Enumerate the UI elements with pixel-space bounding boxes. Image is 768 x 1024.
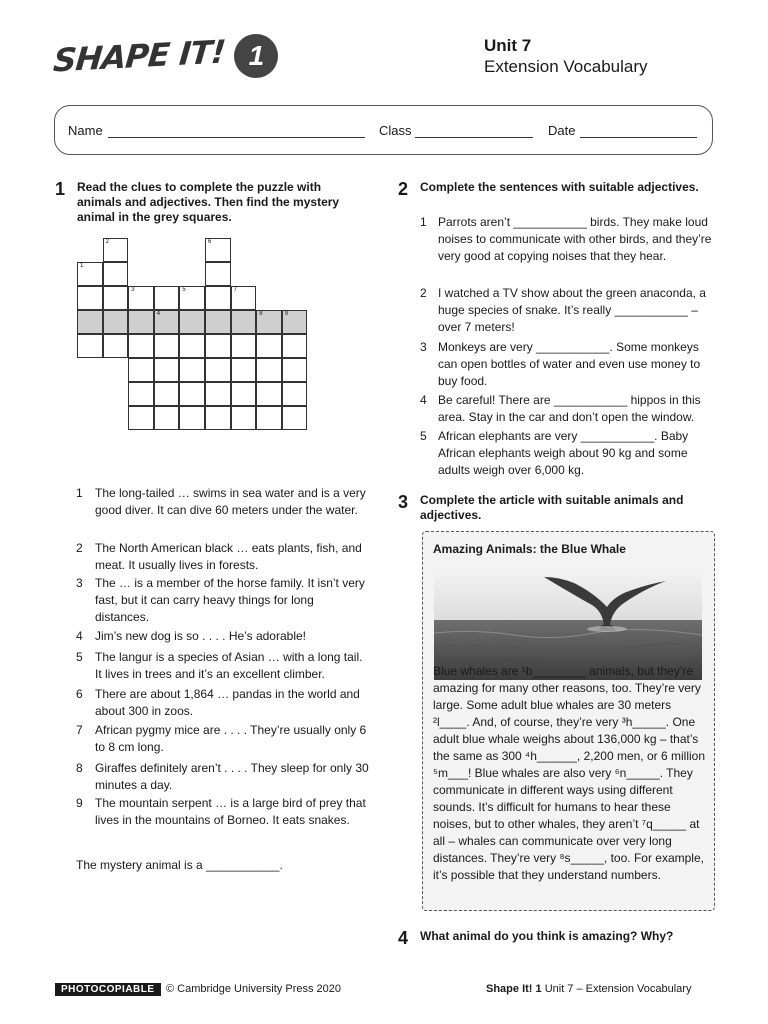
crossword-clue-number: 9 xyxy=(284,311,289,317)
article-body xyxy=(433,663,708,884)
crossword-cell[interactable] xyxy=(256,382,282,406)
clue-number: 3 xyxy=(76,576,83,590)
logo-level-badge: 1 xyxy=(234,34,278,78)
name-label: Name xyxy=(68,123,103,138)
clue-text: Giraffes definitely aren’t . . . . They sleep for only 30 minutes a day. xyxy=(95,761,369,792)
clue-number: 6 xyxy=(76,687,83,701)
crossword-cell[interactable] xyxy=(179,286,205,310)
crossword-cell[interactable] xyxy=(77,334,103,358)
crossword-mystery-cell[interactable] xyxy=(282,310,308,334)
mystery-animal-line xyxy=(76,857,283,874)
crossword-cell[interactable] xyxy=(154,382,180,406)
crossword-cell[interactable] xyxy=(128,286,154,310)
clue-number: 2 xyxy=(76,541,83,555)
crossword-cell[interactable] xyxy=(231,358,257,382)
sentence-text: African elephants are very ___________. Baby African elephants weigh about 90 kg and some adults weigh over 6,000 kg. xyxy=(438,429,689,477)
crossword-cell[interactable] xyxy=(154,406,180,430)
crossword-mystery-cell[interactable] xyxy=(154,310,180,334)
crossword-clue-number: 4 xyxy=(156,311,161,317)
clue-number: 7 xyxy=(76,723,83,737)
crossword-cell[interactable] xyxy=(103,238,129,262)
clue-number: 4 xyxy=(76,629,83,643)
crossword-cell[interactable] xyxy=(179,358,205,382)
crossword-cell[interactable] xyxy=(282,334,308,358)
date-field[interactable] xyxy=(580,137,697,138)
q2-number: 2 xyxy=(398,179,409,199)
q2-instruction: Complete the sentences with suitable adjectives. xyxy=(420,180,699,194)
crossword-clue-number: 1 xyxy=(80,263,84,269)
crossword-clue-number: 7 xyxy=(233,287,237,293)
article-title: Amazing Animals: the Blue Whale xyxy=(433,542,626,556)
clue-number: 5 xyxy=(76,650,83,664)
article-text: Blue whales are ¹b________ animals, but they’re amazing for many other reasons, too. They’re very large. Some adult blue whales are 30 meters ²l____. And, of course, they’re very ³h_____. One adult blue whale weighs about 136,000 kg – that’s the same as 300 ⁴h______, 2,200 men, or 6 million ⁵m___! Blue whales are also very ⁶n_____. They communicate in different ways using different sounds. It’s difficult for humans to hear these noises, but to other whales, they aren’t ⁷q_____ at all – whales can communicate over very long distances. They’re very ⁸s_____, too. For example, it’s possible that they understand numbers. xyxy=(433,664,705,882)
crossword-cell[interactable] xyxy=(103,262,129,286)
sentence-text: Parrots aren’t ___________ birds. They make loud noises to communicate with other birds, and they’re very good at copying noises that they hear. xyxy=(438,215,712,263)
crossword-clue-number: 8 xyxy=(259,311,263,317)
whale-article-box xyxy=(422,531,715,911)
crossword-cell[interactable] xyxy=(128,406,154,430)
sentence-number: 3 xyxy=(420,340,427,354)
sentence-number: 4 xyxy=(420,393,427,407)
crossword-cell[interactable] xyxy=(179,334,205,358)
crossword-cell[interactable] xyxy=(205,406,231,430)
name-class-date-box xyxy=(54,105,713,155)
sentence-text: Be careful! There are ___________ hippos in this area. Stay in the car and don’t open the window. xyxy=(438,393,701,424)
clue-text: There are about 1,864 … pandas in the world and about 300 in zoos. xyxy=(95,687,360,718)
crossword-mystery-cell[interactable] xyxy=(231,310,257,334)
clue-number: 9 xyxy=(76,796,83,810)
crossword-cell[interactable] xyxy=(205,382,231,406)
footer-unit: Unit 7 – Extension Vocabulary xyxy=(544,983,692,995)
clue-text: Jim’s new dog is so . . . . He’s adorable! xyxy=(95,629,306,643)
crossword-cell[interactable] xyxy=(179,382,205,406)
class-label: Class xyxy=(379,123,412,138)
crossword-cell[interactable] xyxy=(154,286,180,310)
crossword-cell[interactable] xyxy=(128,358,154,382)
crossword-cell[interactable] xyxy=(205,262,231,286)
name-field[interactable] xyxy=(108,137,365,138)
sentence-number: 5 xyxy=(420,429,427,443)
crossword-mystery-cell[interactable] xyxy=(179,310,205,334)
logo xyxy=(51,32,278,80)
crossword-cell[interactable] xyxy=(77,286,103,310)
crossword-mystery-cell[interactable] xyxy=(77,310,103,334)
q3-number: 3 xyxy=(398,492,409,512)
crossword-cell[interactable] xyxy=(256,358,282,382)
crossword-clue-number: 5 xyxy=(182,287,186,293)
crossword-mystery-cell[interactable] xyxy=(256,310,282,334)
sentence-text: Monkeys are very ___________. Some monkeys can open bottles of water and even use money to buy food. xyxy=(438,340,701,388)
crossword-cell[interactable] xyxy=(205,334,231,358)
crossword-cell[interactable] xyxy=(154,334,180,358)
crossword-cell[interactable] xyxy=(231,382,257,406)
footer-book: Shape It! 1 xyxy=(486,983,542,995)
q1-instruction: Read the clues to complete the puzzle with animals and adjectives. Then find the mystery animal in the grey squares. xyxy=(77,180,340,224)
crossword-cell[interactable] xyxy=(128,382,154,406)
clue-text: African pygmy mice are . . . . They’re usually only 6 to 8 cm long. xyxy=(95,723,367,754)
date-label: Date xyxy=(548,123,576,138)
unit-subtitle: Extension Vocabulary xyxy=(484,57,648,76)
footer-book-unit xyxy=(486,983,691,995)
copyright: © Cambridge University Press 2020 xyxy=(166,983,342,995)
mystery-animal-text: The mystery animal is a ___________. xyxy=(76,858,283,872)
crossword-cell[interactable] xyxy=(179,406,205,430)
clue-text: The … is a member of the horse family. It isn’t very fast, but it can carry heavy things for long distances. xyxy=(95,576,365,624)
q3-instruction: Complete the article with suitable animals and adjectives. xyxy=(420,493,684,522)
crossword-cell[interactable] xyxy=(231,286,257,310)
crossword-clue-number: 2 xyxy=(105,239,109,245)
q1-number: 1 xyxy=(55,179,66,199)
clue-number: 8 xyxy=(76,761,83,775)
crossword-cell[interactable] xyxy=(231,334,257,358)
crossword-clue-number: 6 xyxy=(208,239,212,245)
q4-number: 4 xyxy=(398,928,409,948)
sentence-number: 1 xyxy=(420,215,427,229)
crossword-cell[interactable] xyxy=(282,406,308,430)
crossword-cell[interactable] xyxy=(103,334,129,358)
unit-title: Unit 7 xyxy=(484,36,532,55)
crossword-cell[interactable] xyxy=(256,406,282,430)
crossword-mystery-cell[interactable] xyxy=(128,310,154,334)
sentence-number: 2 xyxy=(420,286,427,300)
clue-text: The long-tailed … swims in sea water and is a very good diver. It can dive 60 meters under the water. xyxy=(95,486,366,517)
crossword-cell[interactable] xyxy=(103,286,129,310)
crossword-cell[interactable] xyxy=(256,334,282,358)
crossword-cell[interactable] xyxy=(205,358,231,382)
logo-text: SHAPE IT! xyxy=(51,32,227,80)
class-field[interactable] xyxy=(415,137,533,138)
crossword-cell[interactable] xyxy=(282,358,308,382)
crossword-cell[interactable] xyxy=(231,406,257,430)
crossword-cell[interactable] xyxy=(282,382,308,406)
clue-text: The langur is a species of Asian … with a long tail. It lives in trees and it’s an excellent climber. xyxy=(95,650,363,681)
clue-text: The mountain serpent … is a large bird of prey that lives in the mountains of Borneo. It eats snakes. xyxy=(95,796,366,827)
clue-text: The North American black … eats plants, fish, and meat. It usually lives in forests. xyxy=(95,541,362,572)
crossword-cell[interactable] xyxy=(77,262,103,286)
crossword-cell[interactable] xyxy=(128,334,154,358)
crossword-mystery-cell[interactable] xyxy=(103,310,129,334)
photocopiable-tag: PHOTOCOPIABLE xyxy=(55,983,161,996)
crossword-cell[interactable] xyxy=(205,238,231,262)
crossword-mystery-cell[interactable] xyxy=(205,310,231,334)
crossword-cell[interactable] xyxy=(205,286,231,310)
q4-instruction: What animal do you think is amazing? Why? xyxy=(420,929,674,943)
crossword-cell[interactable] xyxy=(154,358,180,382)
sentence-text: I watched a TV show about the green anaconda, a huge species of snake. It’s really ___________ – over 7 meters! xyxy=(438,286,706,334)
clue-number: 1 xyxy=(76,486,83,500)
crossword-clue-number: 3 xyxy=(131,287,135,293)
